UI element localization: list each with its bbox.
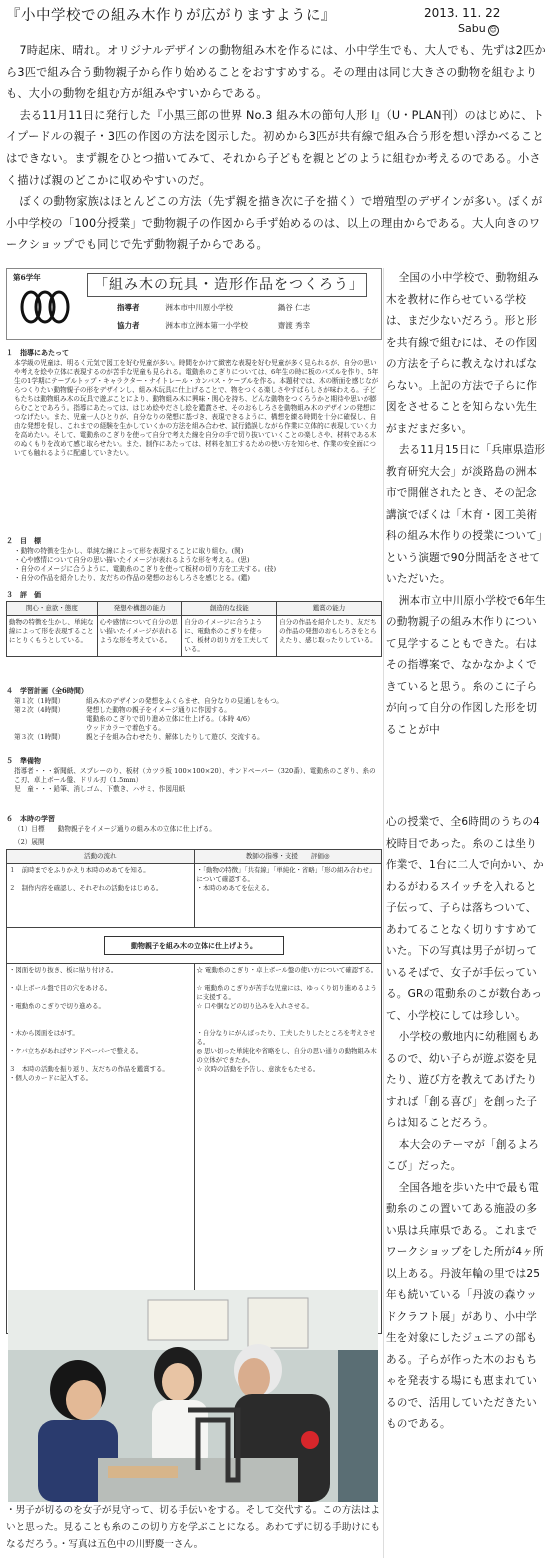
goal-item: ・自分のイメージに合うように、電動糸のこぎりを使って板材の切り方を工夫する。(技) (14, 565, 277, 573)
right-paragraph-3: 洲本市立中川原小学校で6年生の動物親子の組み木作りについて見学することもできた。右はその指導案で、なかなかよくできていると思う。糸のこに子らが向って自分の作図した形を切ることが中 (386, 594, 546, 736)
section-6-title: ６ 本時の学習 (6, 814, 55, 823)
process-left-2: ・図面を切り抜き、板に貼り付ける。 ・卓上ボール盤で目の穴をあける。 ・電動糸のこぎりで切り進める。 ・木から図面をはがす。 ・ケバ立ちがあればサンドペーパーで整える。 ３ 本時の活動を振り返り、友だちの作品を鑑賞する。 ・個人のカードに記入する。 (7, 964, 195, 1334)
section-6 (6, 814, 382, 1334)
section-2 (6, 536, 382, 583)
section-1-title: １ 指導にあたって (6, 348, 69, 357)
eval-header: 関心・意欲・態度 (7, 602, 98, 616)
instructor-role: 指導者 (117, 303, 140, 312)
page-title: 『小中学校での組み木作りが広がりますように』 (6, 8, 336, 24)
photo-caption: ・男子が切るのを女子が見守って、切る手伝いをする。そして交代する。この方法はよいと思った。見ることも糸のこの切り方を学ぶことになる。あわてずに切る手助けにもなるだろう。・写真は五色中の川野慶一さん。 (6, 1505, 381, 1550)
eval-header: 発想や構想の能力 (97, 602, 182, 616)
section-5 (6, 756, 382, 794)
section-1 (6, 348, 382, 458)
prep-child: 児 童・・・鉛筆、消しゴム、下敷き、ハサミ、作図用紙 (14, 785, 186, 793)
section-6-goal: （1）目標 動物親子をイメージ通りの組み木の立体に仕上げる。 (14, 825, 216, 833)
grade-label: 第6学年 (13, 273, 41, 282)
column-divider (383, 268, 384, 1558)
instructor-row (117, 303, 310, 312)
signature-text: Sabu (458, 22, 486, 35)
lower-paragraph-3: 本大会のテーマが「創るよろこび」だった。 (386, 1138, 540, 1172)
intro-text (6, 40, 546, 256)
goal-item: ・動物の特徴を生かし、単純な線によって形を表現することに取り組む。(関) (14, 547, 244, 555)
section-4-title: ４ 学習計画（全6時間） (6, 686, 88, 695)
section-3-title: ３ 評 価 (6, 590, 41, 599)
signature (458, 22, 499, 36)
cooperator-name: 齋渡 秀幸 (277, 321, 311, 330)
plan-row: 電動糸のこぎりで切り進め立体に仕上げる。（本時 4/6） (86, 715, 254, 723)
prep-teacher: 指導者・・・新聞紙、スプレーのり、板材（カツラ板 100×100×20）、サンドペーパー（320番）、電動糸のこぎり、糸のこ刃、卓上ボール盤、ドリル刃（1.5mm） (14, 767, 376, 784)
evaluation-table (6, 601, 382, 657)
eval-header: 鑑賞の能力 (277, 602, 382, 616)
section-5-title: ５ 準備物 (6, 756, 41, 765)
goal-item: ・自分の作品を紹介したり、友だちの作品の発想のおもしろさを感じとる。(鑑) (14, 574, 250, 582)
lower-paragraph-1: 心の授業で、全6時間のうちの4校時目であった。糸のこは坐り作業で、1台に二人で向かい、かわるがわるスイッチを入れると子伝って、子らは落ちついて、あわてることなく切りすすめていた。下の写真は男子が切っているそばで、女子が手伝っている。GRの電動糸のこが数台あって、小学校にしては珍しい。 (386, 816, 544, 1022)
section-4 (6, 686, 382, 742)
right-column-lower-text (386, 812, 546, 1436)
lesson-plan-title: 「組み木の玩具・造形作品をつくろう」 (87, 273, 367, 297)
lower-paragraph-2: 小学校の敷地内に幼稚園もあるので、幼い子らが遊ぶ姿を見たり、遊び方を教えてあげたりすれば「創る喜び」を創った子らは知ることだろう。 (386, 1031, 540, 1129)
eval-header: 創造的な技能 (182, 602, 277, 616)
cooperator-row (117, 321, 310, 330)
process-header: 活動の流れ (7, 850, 195, 864)
eval-cell: 自分の作品を紹介したり、友だちの作品の発想のおもしろさをとらえたり、感じ取ったりしている。 (277, 616, 382, 657)
section-1-text: 本学級の児童は、明るく元気で図工を好む児童が多い。時間をかけて緻密な表現を好む児童が多く見られるが、自分の思いや考えを絵や立体に表現するのが苦手な児童も見られる。電動糸のこぎりについては、6年生の時に板のパズルを作り、5年生の1学期にテーブルトップ・キャラクター・ナイトレール・カンバス・ケーブルを作る。本題材では、木の断面を感じながらつくりたい動物親子の形をデザインし、組み木玩具に仕上げることで、物をつくる楽しさやすばらしさが味わえる。子どもたちは動物組み木の玩具で遊ぶことにより、動物組み木に興味・関心を持ち、どんな動物をつくろうかと期待や思いが膨らむことであろう。指導にあたっては、はじめ絵やださし絵を鑑賞させ、そのおもしろさを動物組み木のデザインの発想につなげたい。また、児童一人ひとりが、自分なりの発想に基づき、表現できるように、構想を練る時間を十分に確保し、自由な発想を促し、これまでの経験を生かしていくかの方法を組み合わせ、試行錯誤しながら作業に立体的に表現していく力を高めたい。そして、電動糸のこぎりを使って自分で考えた線を自分の手で切り抜いていくことの楽しさや、材料である木のぬくもりを改めて感じ取らせたい。また、制作にあたっては、材料を加工するための使い方を知らせ、作業の安全面についても触れるように配慮していきたい。 (14, 359, 379, 457)
school-logo-icon (19, 289, 75, 325)
eval-cell: 自分のイメージに合うように、電動糸のこぎりを使って、板材の切り方を工夫している。 (182, 616, 277, 657)
section-2-title: ２ 目 標 (6, 536, 41, 545)
intro-paragraph-1: 7時起床、晴れ。オリジナルデザインの動物組み木を作るには、小中学生でも、大人でも、先ずは2匹から3匹で組み合う動物親子から作り始めることをおすすめする。その理由は同じ大きさの動物を組むよりも、大小の動物を組む方が組みやすいからである。 (6, 44, 546, 101)
classroom-photo (8, 1290, 378, 1502)
plan-row: 第１次（1時間） 組み木のデザインの発想をふくらませ、自分なりの見通しをもつ。 (14, 697, 283, 705)
plan-row: 第３次（1時間） 親と子を組み合わせたり、解体したりして遊び、交流する。 (14, 733, 264, 741)
intro-paragraph-2: 去る11月11日に発行した『小黒三郎の世界 No.3 組み木の節句人形 I』（U・PLAN刊）のはじめに、トイプードルの親子・3匹の作図の方法を図示した。初めから3匹が共有線で組み合う形を想い浮かべることはできない。まず親をひとつ描いてみて、それから子どもを親とどのように組むか考えるのである。小さく描けば親のどこかに収めやすいのだ。 (6, 108, 545, 187)
process-right-1: ・「動物の特徴」「共有線」「単純化・省略」「形の組み合わせ」について確認する。 ・本時のめあてを伝える。 (194, 864, 382, 928)
process-right-2: ☆ 電動糸のこぎり・卓上ボール盤の使い方について確認する。 ☆ 電動糸のこぎりが苦手な児童には、ゆっくり切り進めるように支援する。 ☆ 口や胴などの切り込みを入れさせる。 ・自分なりにがんばったり、工夫したりしたところを考えさせる。 ◎ 思い切った単純化や省略をし、自分の思い通りの動物組み木の立体ができたか。 ☆ 次時の活動を予告し、意欲をもたせる。 (194, 964, 382, 1334)
lesson-plan-header (6, 268, 382, 340)
plan-row: 第２次（4時間） 発想した動物の親子をイメージ通りに作図する。 (14, 706, 231, 714)
instructor-school: 洲本市中川原小学校 (165, 303, 233, 312)
plan-row: ウッドカラーで着色する。 (86, 724, 165, 732)
process-left-1: １ 前時までをふりかえり本時のめあてを知る。 ２ 制作内容を確認し、それぞれの活動をはじめる。 (7, 864, 195, 928)
date-text: 2013. 11. 22 (424, 6, 501, 20)
section-6-sub: （2）展開 (14, 838, 45, 846)
classroom-photo-image (8, 1290, 378, 1502)
cooperator-role: 協力者 (117, 321, 140, 330)
lower-paragraph-4: 全国各地を歩いた中で最も電動糸のこの置いてある施設の多い県は兵庫県である。これまでワークショップをした所が4ヶ所以上ある。丹波年輪の里では25年も続いている「丹波の森ウッドクラフト展」があり、小中学生を対象にしたジュニアの部もある。子らが作った木のおもちゃを発表する場にも恵まれているので、活用していただきたいものである。 (386, 1181, 544, 1430)
smiley-icon: ☺ (489, 26, 497, 34)
right-paragraph-1: 全国の小中学校で、動物組み木を教材に作らせている学校は、まだ少ないだろう。形と形を共有線で組むには、その作図の方法を子らに教えなければならない。上記の方法で子らに作図をさせることを知らない先生がまだまだ多い。 (386, 272, 539, 435)
cooperator-school: 洲本市立洲本第一小学校 (165, 321, 248, 330)
instructor-name: 鍋谷 仁志 (277, 303, 311, 312)
section-3 (6, 590, 382, 657)
eval-cell: 心や感情について自分の思い描いたイメージが表れるような形を考えている。 (97, 616, 182, 657)
process-table (6, 849, 382, 1334)
eval-cell: 動物の特徴を生かし、単純な線によって形を表現することにとりくもうとしている。 (7, 616, 98, 657)
goal-item: ・心や感情について自分の思い描いたイメージが表れるような形を考える。(思) (14, 556, 250, 564)
lesson-goal-box: 動物親子を組み木の立体に仕上げよう。 (104, 936, 284, 955)
right-paragraph-2: 去る11月15日に「兵庫県造形教育研究大会」が淡路島の洲本市で開催されたとき、その記念講演でぼくは「木育・図工美術科の組み木作りの授業について」という演題で90分間話をさせていただいた。 (386, 444, 546, 585)
right-column-text (386, 268, 546, 741)
intro-paragraph-3: ぼくの動物家族はほとんどこの方法（先ず親を描き次に子を描く）で増殖型のデザインが多い。ぼくが小中学校の「100分授業」で動物親子の作図から手ず始めるのは、以上の理由からである。大人向きのワークショップでも同じで先ず動物親子からである。 (6, 195, 543, 252)
process-header: 教師の指導・支援 評価◎ (194, 850, 382, 864)
